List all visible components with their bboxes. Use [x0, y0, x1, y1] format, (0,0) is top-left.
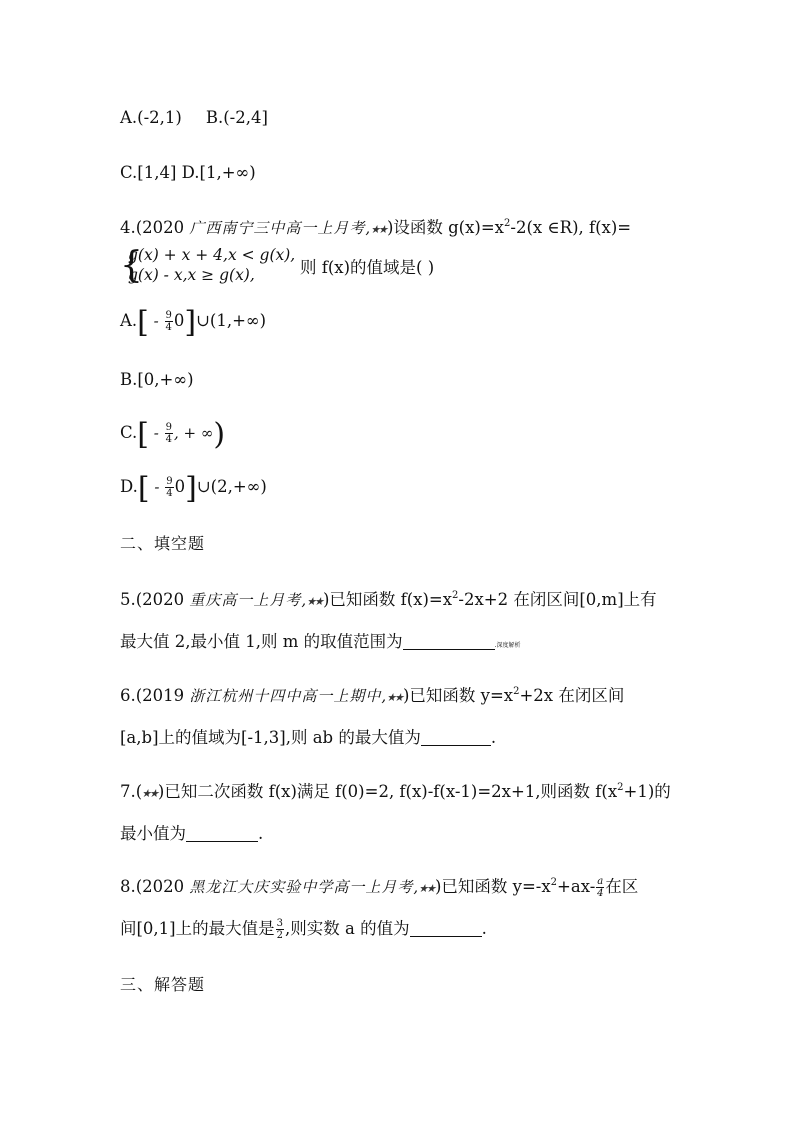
q3-options-ab: [120, 108, 268, 128]
q7-line2: 最小值为 .: [120, 824, 264, 843]
q3-options-cd: C.[1,4] D.[1,+∞): [120, 163, 256, 182]
q4-source: 广西南宁三中高一上月考,: [189, 219, 372, 237]
q6-stem: 6.(2019 浙江杭州十四中高一上期中,★★)已知函数 $y=x^2+2x$ 在闭区间: [120, 686, 624, 708]
q8-stem: 8.(2020 黑龙江大庆实验中学高一上月考,★★)已知函数 $y=-x^2+ax-$ $\frac{a}{4}$ 在区: [120, 876, 639, 899]
difficulty-stars-icon: ★★: [140, 787, 160, 800]
answer-blank[interactable]: [410, 920, 482, 937]
fraction: $\frac{9}{4}$: [165, 422, 172, 445]
q4-option-d: D.[ - $\frac{9}{4}$ 0]∪(2,+∞): [120, 471, 267, 506]
q3-option-a: A.(-2,1): [120, 108, 182, 127]
section-heading-fill-in: 二、填空题: [120, 534, 206, 553]
q6-line2: [a,b]上的值域为[-1,3],则 ab 的最大值为 .: [120, 728, 497, 747]
piecewise-brace: {: [120, 245, 143, 286]
q4-case-2: g(x) - x,x ≥ g(x),: [128, 266, 255, 284]
q3-option-b: B.(-2,4]: [205, 108, 268, 127]
answer-blank[interactable]: [186, 825, 258, 842]
answer-blank[interactable]: [421, 729, 491, 746]
fraction: $\frac{a}{4}$: [597, 876, 604, 899]
q4-stem: 4.(2020 广西南宁三中高一上月考,★★)设函数 $g(x)=x^2-2(x$ ∈R), f(x)=: [120, 218, 631, 240]
difficulty-stars-icon: ★★: [305, 595, 325, 608]
q4-option-b: B.[0,+∞): [120, 370, 194, 389]
difficulty-stars-icon: ★★: [369, 223, 389, 236]
fraction: $\frac{9}{4}$: [165, 310, 172, 333]
difficulty-stars-icon: ★★: [417, 882, 437, 895]
q4-question-tail: 则 f(x)的值域是( ): [300, 258, 435, 277]
q5-stem: 5.(2020 重庆高一上月考,★★)已知函数 $f(x)=x^2-2x+2$ 在闭区间[0,m]上有: [120, 590, 657, 612]
q7-stem: 7.(★★)已知二次函数 f(x)满足 f(0)=2, f(x)-f(x-1)=2x+1,则函数 $f(x^2+1)$的: [120, 782, 671, 804]
q5-line2: 最大值 2,最小值 1,则 m 的取值范围为 .深度解析: [120, 632, 521, 651]
section-heading-solve: 三、解答题: [120, 975, 206, 994]
q4-case-1: g(x) + x + 4,x < g(x),: [128, 246, 296, 264]
difficulty-stars-icon: ★★: [385, 691, 405, 704]
fraction: $\frac{3}{2}$: [276, 918, 283, 941]
q4-option-c: C.[ - $\frac{9}{4}$ , + ∞): [120, 417, 226, 452]
q8-line2: 间[0,1]上的最大值是 $\frac{3}{2}$ ,则实数 a 的值为 .: [120, 918, 487, 941]
answer-blank[interactable]: [403, 633, 495, 650]
fraction: $\frac{9}{4}$: [166, 476, 173, 499]
q4-option-a: A.[ - $\frac{9}{4}$ 0]∪(1,+∞): [120, 305, 267, 340]
